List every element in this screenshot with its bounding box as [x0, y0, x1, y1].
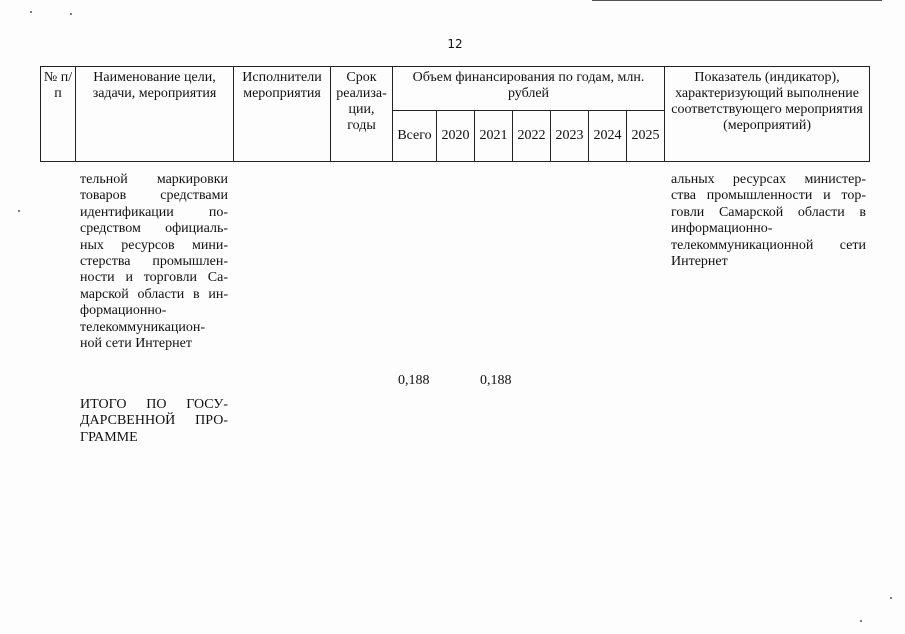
- total-sum-value: 0,188: [398, 373, 430, 388]
- scan-speck: [890, 597, 892, 599]
- header-funding: Объем финансирования по годам, млн. рублей: [393, 67, 665, 111]
- scan-speck: [18, 210, 20, 212]
- text-line: стерства промышлен-: [80, 254, 228, 270]
- scan-speck: [30, 11, 32, 13]
- header-year: 2025: [627, 111, 665, 162]
- text-line: средством официаль-: [80, 221, 228, 237]
- total-label-cell: [80, 397, 228, 446]
- header-year: 2020: [437, 111, 475, 162]
- scan-speck: [860, 620, 862, 622]
- page-number: 12: [447, 37, 463, 51]
- text-line: ных ресурсов мини-: [80, 237, 228, 253]
- text-line: ИТОГО ПО ГОСУ-: [80, 397, 228, 412]
- text-line: товаров средствами: [80, 188, 228, 204]
- header-year: 2022: [513, 111, 551, 162]
- header-name: Наименование цели, задачи, мероприятия: [76, 67, 234, 162]
- text-line: формационно-: [80, 303, 167, 319]
- header-executors: Исполнители мероприятия: [234, 67, 331, 162]
- header-indicator: Показатель (индикатор), характеризующий выполнение соответствующего мероприятия (мероприятий): [665, 67, 870, 162]
- text-line: телекоммуникацион-: [80, 319, 206, 335]
- text-line: тельной маркировки: [80, 172, 228, 187]
- header-num: № п/п: [41, 67, 76, 162]
- text-line: ства промышленности и тор-: [671, 188, 866, 204]
- text-line: ной сети Интернет: [80, 336, 192, 352]
- text-line: идентификации по-: [80, 204, 228, 220]
- text-line: ГРАММЕ: [80, 429, 138, 445]
- text-line: ДАРСВЕННОЙ ПРО-: [80, 413, 228, 429]
- header-total: Всего: [393, 111, 437, 162]
- scan-edge-line: [592, 0, 882, 1]
- row1-name-cell: [80, 172, 228, 352]
- row1-indicator-cell: [671, 172, 866, 270]
- scan-speck: [70, 13, 72, 15]
- header-year: 2021: [475, 111, 513, 162]
- table-header: [40, 66, 870, 162]
- text-line: телекоммуникационной сети: [671, 237, 866, 253]
- text-line: говли Самарской области в: [671, 204, 866, 220]
- header-year: 2024: [589, 111, 627, 162]
- text-line: ности и торговли Са-: [80, 270, 228, 286]
- total-2021-value: 0,188: [480, 373, 512, 388]
- text-line: альных ресурсах министер-: [671, 172, 866, 187]
- header-year: 2023: [551, 111, 589, 162]
- text-line: марской области в ин-: [80, 286, 228, 302]
- text-line: Интернет: [671, 254, 728, 270]
- text-line: информационно-: [671, 221, 773, 237]
- header-term: Срок реализа-ции, годы: [331, 67, 393, 162]
